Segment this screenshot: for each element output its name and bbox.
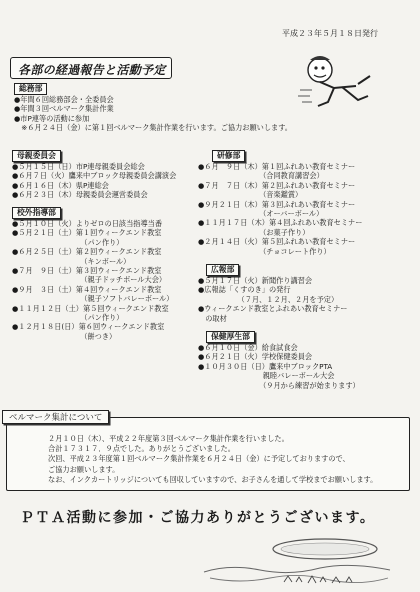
- list-item: （キンボール）: [12, 256, 131, 266]
- closing-slogan: ＰＴＡ活動に参加・ご協力ありがとうございます。: [20, 510, 376, 526]
- list-item: 親睦バレーボール大会: [198, 371, 335, 381]
- general-list: [14, 95, 292, 133]
- list-item: ●年間６回総務部会・全委員会: [14, 95, 114, 104]
- list-item: ●６月１０日（金）給食試食会: [198, 343, 298, 352]
- outside-list: [12, 219, 173, 341]
- list-item: ●１１月１７日（木）第４回ふれあい教育セミナー: [198, 218, 363, 228]
- list-item: （親子ソフトバレーボール）: [12, 294, 174, 304]
- list-item: ●６月７日（火）鷹来中ブロック母親委員会講演会: [12, 171, 177, 181]
- section-label-mothers: 母親委員会: [12, 150, 61, 162]
- section-label-bellmark: ベルマーク集計について: [2, 410, 109, 424]
- list-item: （オーバーボール）: [198, 209, 324, 219]
- list-item: （パン作り）: [12, 313, 124, 323]
- list-item: ●９月 ３日（土）第４回ウィークエンド教室: [12, 284, 162, 294]
- children-illustration: [200, 560, 400, 590]
- list-item: ●６月２３日（木）母親委員会運営委員会: [12, 190, 148, 200]
- list-item: （音楽鑑賞）: [198, 190, 303, 200]
- list-item: ●６月１６日（木）県P連総会: [12, 180, 109, 190]
- list-item: ●６月２１日（火）学校保健委員会: [198, 352, 313, 362]
- list-item: ●７月 ７日（木）第２回ふれあい教育セミナー: [198, 180, 356, 190]
- list-item: （お菓子作り）: [198, 227, 310, 237]
- pr-list: [198, 276, 347, 323]
- pool-illustration: [270, 534, 380, 564]
- list-item: ●５月１０日（火）よりゼロの日該当指導当番: [12, 219, 163, 228]
- issue-date: 平成２３年５月１８日発行: [282, 29, 378, 38]
- list-item: （７月、１２月、２月を予定）: [198, 294, 339, 304]
- bellmark-line: なお、インクカートリッジについても回収していますので、お子さんを通して学校までお願いします。: [48, 474, 378, 484]
- list-item: （餅つき）: [12, 331, 117, 341]
- list-item: ●７月 ９日（土）第３回ウィークエンド教室: [12, 266, 162, 276]
- bellmark-line: ２月１０日（木）、平成２２年度第３回ベルマーク集計作業を行いました。: [48, 434, 289, 443]
- list-item: （チョコレート作り）: [198, 246, 331, 256]
- list-item: ●１０月３０日（日）鷹来中ブロックPTA: [198, 361, 333, 371]
- list-item: ●９月２１日（木）第３回ふれあい教育セミナー: [198, 199, 356, 209]
- runner-illustration: [298, 50, 394, 112]
- page-title: 各部の経過報告と活動予定: [18, 63, 166, 77]
- section-label-pr: 広報部: [206, 264, 239, 276]
- list-item: ●市P連等の活動に参加: [14, 113, 90, 123]
- list-item: ※６月２４日（金）に第１回ベルマーク集計作業を行います。ご協力お願いします。: [14, 123, 292, 133]
- list-item: ●年間３回ベルマーク集計作業: [14, 104, 114, 114]
- list-item: （合同教育講習会）: [198, 171, 324, 181]
- section-label-health: 保健厚生部: [206, 331, 255, 343]
- training-list: [198, 162, 362, 256]
- bellmark-line: ご協力お願いします。: [48, 464, 120, 474]
- list-item: （親子ドッチボール大会）: [12, 275, 167, 285]
- list-item: ●１２月１８日(日）第６回ウィークエンド教室: [12, 322, 165, 332]
- list-item: ●６月 ９日（木）第１回ふれあい教育セミナー: [198, 162, 356, 171]
- section-label-general: 総務部: [14, 83, 47, 95]
- list-item: （９月から練習が始まります）: [198, 380, 360, 390]
- mothers-list: [12, 162, 176, 200]
- list-item: ●６月２５日（土）第２回ウィークエンド教室: [12, 247, 162, 257]
- section-label-outside: 校外指導部: [12, 207, 61, 219]
- list-item: ●１１月１２日（土）第５回ウィークエンド教室: [12, 303, 169, 313]
- list-item: ●５月２１日（土）第１回ウィークエンド教室: [12, 228, 162, 238]
- list-item: ●５月１７日（火）新聞作り講習会: [198, 276, 313, 285]
- bellmark-line: 次回、平成２３年度第１回ベルマーク集計作業を６月２４日（金）に予定しておりますので、: [48, 454, 350, 464]
- section-label-training: 研修部: [212, 150, 245, 162]
- list-item: ●広報誌「くすのき」の発行: [198, 285, 291, 295]
- list-item: （パン作り）: [12, 237, 124, 247]
- bellmark-text: [16, 434, 377, 485]
- list-item: ●ウィークエンド教室とふれあい教育セミナー: [198, 304, 348, 314]
- list-item: ●２月１４日（火）第５回ふれあい教育セミナー: [198, 237, 356, 247]
- health-list: [198, 343, 360, 390]
- list-item: ●５月１５日（日）市P連母親委員会総会: [12, 162, 145, 171]
- bellmark-line: 合計１７３１７．９点でした。ありがとうございました。: [48, 444, 235, 454]
- list-item: の取材: [198, 313, 227, 323]
